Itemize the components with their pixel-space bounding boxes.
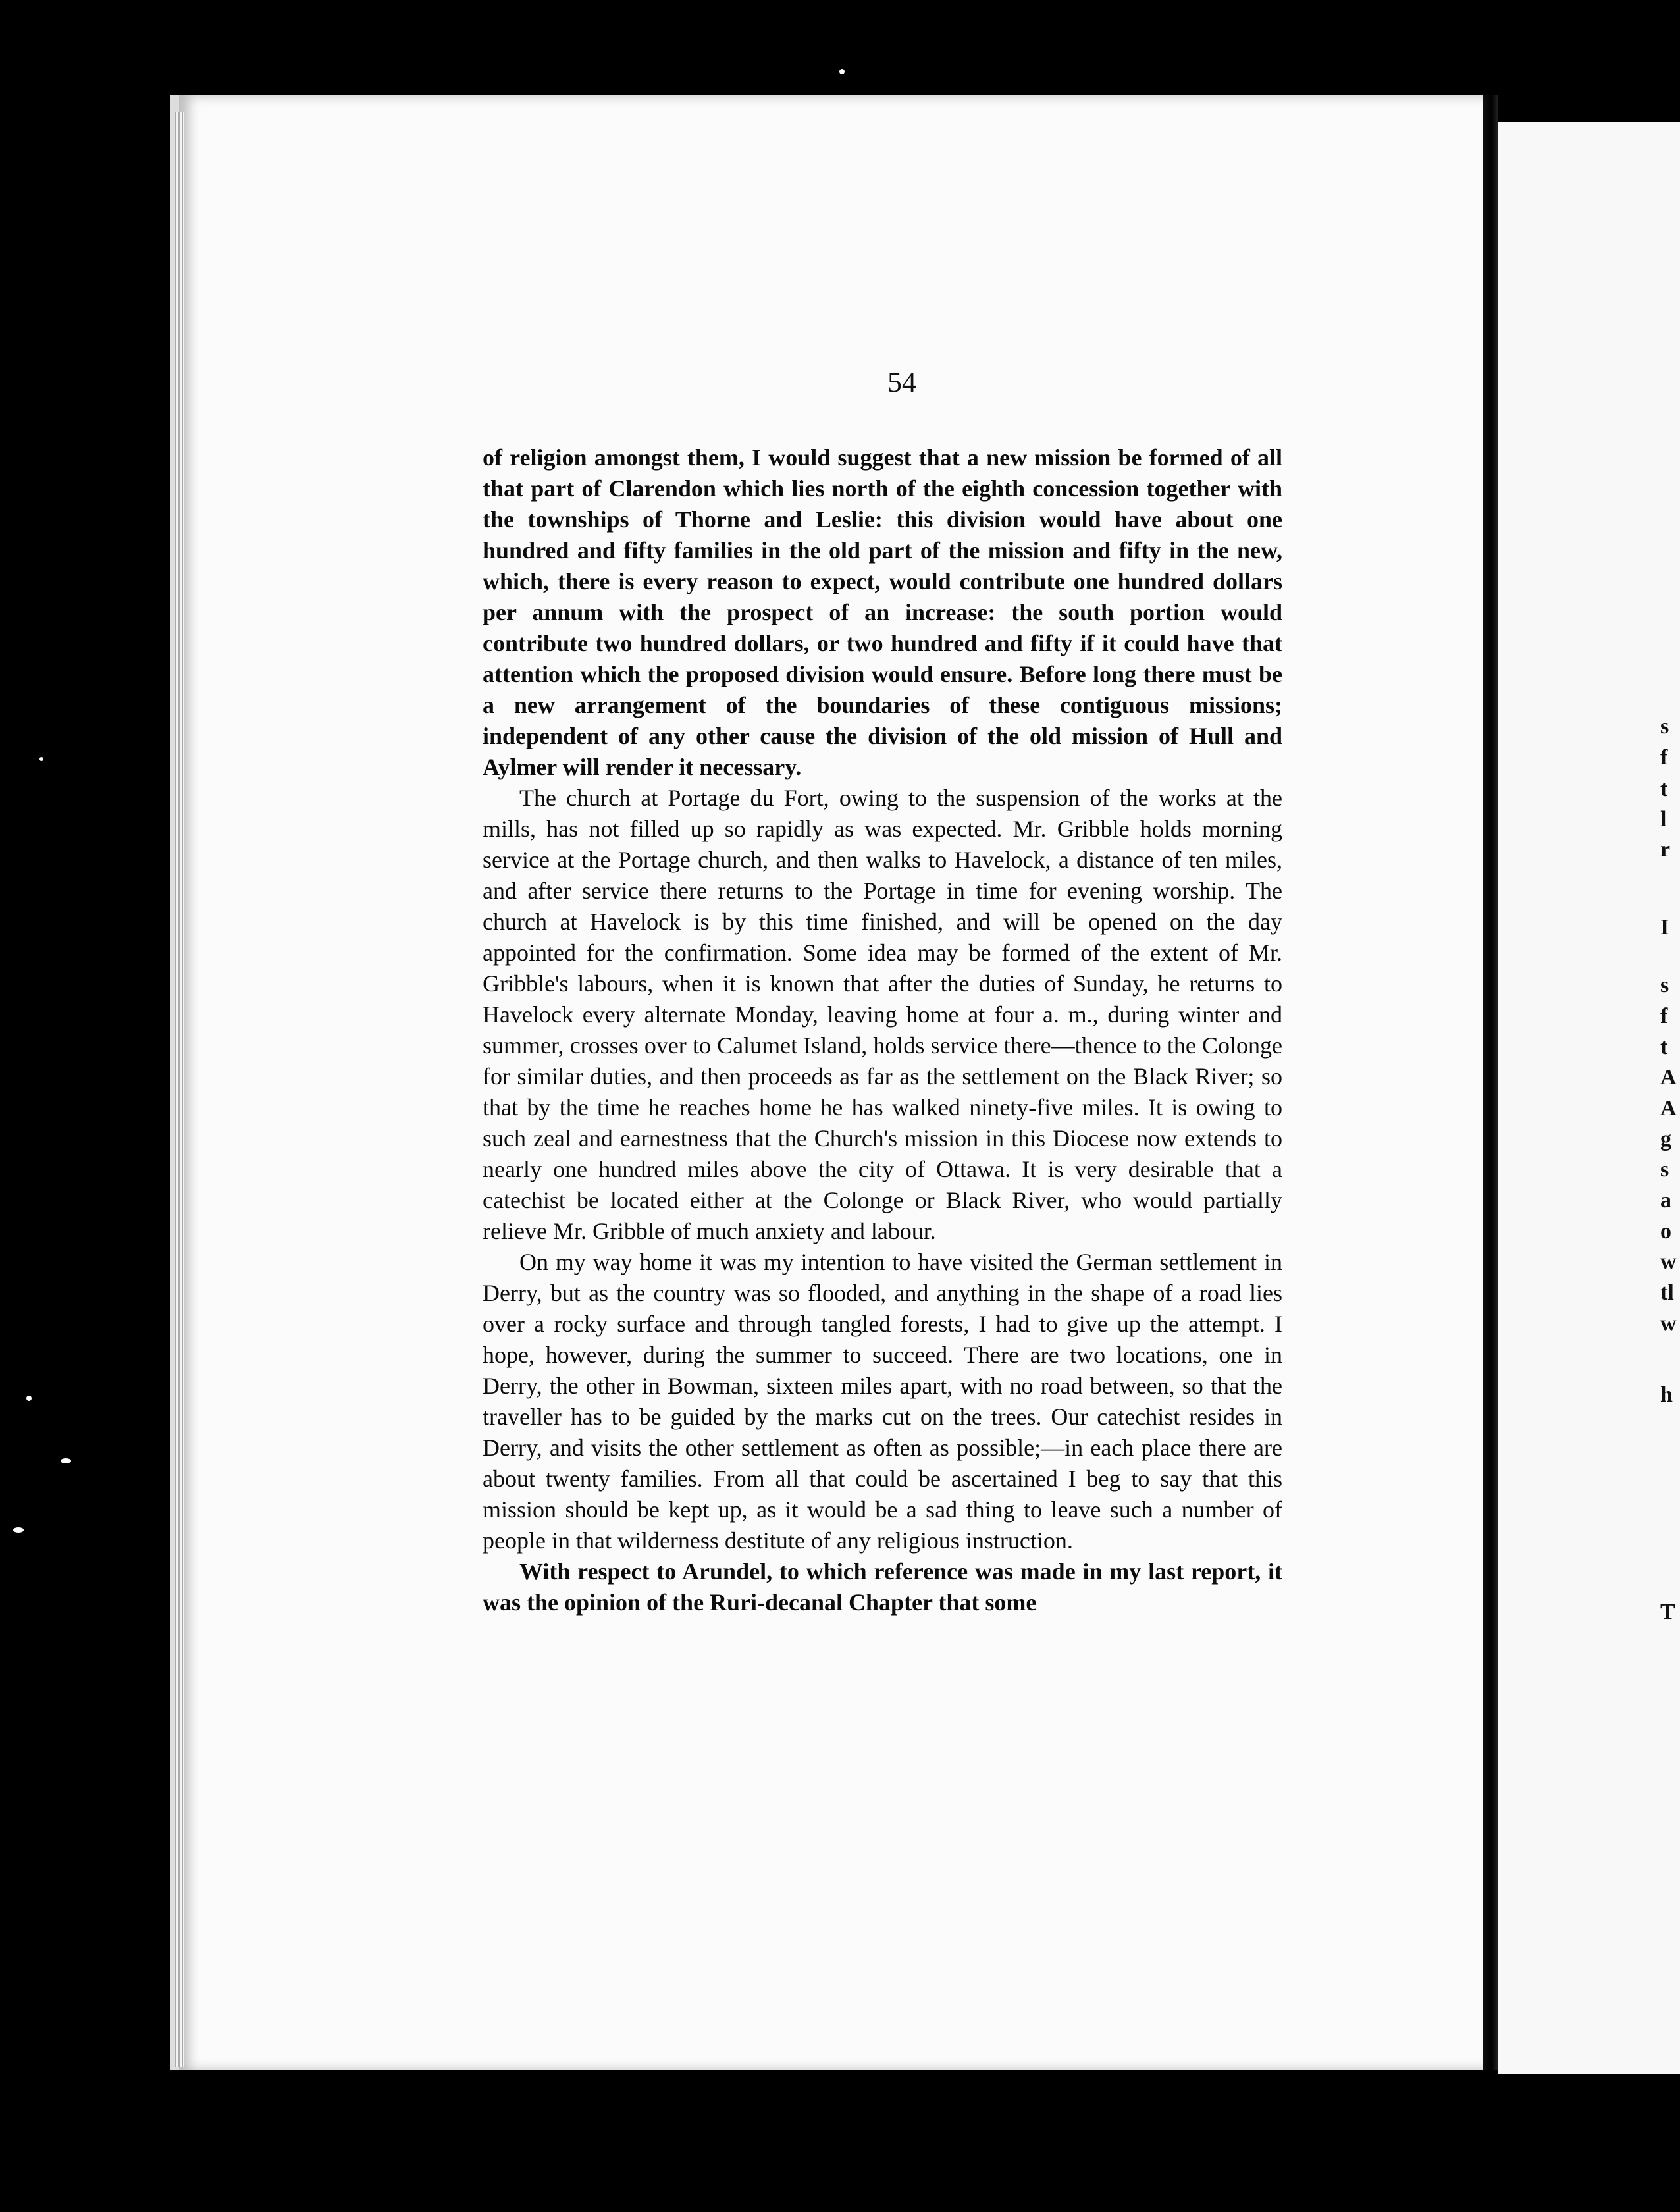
paragraph-3: On my way home it was my intention to have visited the German settlement in Derry, but as the country was so flooded, and anything in the shape of a road lies over a rocky surface and through tangled forests, I had to give up the attempt. I hope, however, during the summer to succeed. There are two locations, one in Derry, the other in Bowman, sixteen miles apart, with no road between, so that the traveller has to be guided by the marks cut on the trees. Our catechist resides in Derry, and visits the other settlement as often as possible;—in each place there are about twenty families. From all that could be ascertained I beg to say that this mission should be kept up, as it would be a sad thing to leave such a number of people in that wilderness destitute of any religious instruction.	[483, 1249, 1282, 1554]
right-page	[1498, 122, 1680, 2074]
scan-speck	[61, 1458, 71, 1463]
right-page-fragment: a	[1660, 1188, 1671, 1213]
right-page-fragment: tl	[1660, 1280, 1674, 1305]
body-text	[483, 442, 1282, 1618]
right-page-fragment: s	[1660, 1157, 1669, 1182]
page-number: 54	[887, 366, 916, 398]
right-page-fragment: g	[1660, 1127, 1671, 1151]
page-edge	[175, 112, 184, 2067]
scan-speck	[39, 757, 43, 761]
right-page-fragment: r	[1660, 837, 1671, 862]
paragraph-1: of religion amongst them, I would suggest that a new mission be formed of all that part of Clarendon which lies north of the eighth concession together with the townships of Thorne and Leslie: this division would have about one hundred and fifty families in the old part of the mission and fifty in the new, which, there is every reason to expect, would contribute one hundred dollars per annum with the prospect of an increase: the south portion would contribute two hundred dollars, or two hundred and fifty if it could have that attention which the proposed division would ensure. Before long there must be a new arrangement of the boundaries of these contiguous missions; independent of any other cause the division of the old mission of Hull and Aylmer will render it necessary.	[483, 444, 1282, 780]
right-page-fragment: o	[1660, 1219, 1671, 1244]
right-page-fragment: A	[1660, 1096, 1677, 1120]
right-page-fragment: t	[1660, 1035, 1668, 1059]
right-page-fragment: w	[1660, 1250, 1677, 1274]
right-page-fragment: l	[1660, 807, 1667, 831]
right-page-fragment: s	[1660, 973, 1669, 997]
right-page-fragment: f	[1660, 745, 1668, 770]
scan-speck	[839, 69, 845, 74]
right-page-fragment: f	[1660, 1004, 1668, 1028]
right-page-fragment: s	[1660, 714, 1669, 739]
right-page-fragment: w	[1660, 1311, 1677, 1336]
right-page-fragment: h	[1660, 1382, 1673, 1407]
right-page-fragment: A	[1660, 1065, 1677, 1090]
book-gutter	[1483, 95, 1498, 2070]
scan-speck	[26, 1396, 32, 1401]
right-page-fragment: T	[1660, 1600, 1675, 1624]
paragraph-2: The church at Portage du Fort, owing to the suspension of the works at the mills, has not filled up so rapidly as was expected. Mr. Gribble holds morning service at the Portage church, and then walks to Havelock, a distance of ten miles, and after service there returns to the Portage in time for evening worship. The church at Havelock is by this time finished, and will be opened on the day appointed for the confirmation. Some idea may be formed of the extent of Mr. Gribble's labours, when it is known that after the duties of Sunday, he returns to Havelock every alternate Monday, leaving home at four a. m., during winter and summer, crosses over to Calumet Island, holds service there—thence to the Colonge for similar duties, and then proceeds as far as the settlement on the Black River; so that by the time he reaches home he has walked ninety-five miles. It is owing to such zeal and earnestness that the Church's mission in this Diocese now extends to nearly one hundred miles above the city of Ottawa. It is very desirable that a catechist be located either at the Colonge or Black River, who would partially relieve Mr. Gribble of much anxiety and labour.	[483, 785, 1282, 1244]
right-page-fragment: I	[1660, 915, 1669, 939]
right-page-fragment: t	[1660, 777, 1668, 801]
paragraph-4: With respect to Arundel, to which reference was made in my last report, it was the opinion of the Ruri-decanal Chapter that some	[483, 1558, 1282, 1616]
scan-speck	[13, 1527, 24, 1533]
